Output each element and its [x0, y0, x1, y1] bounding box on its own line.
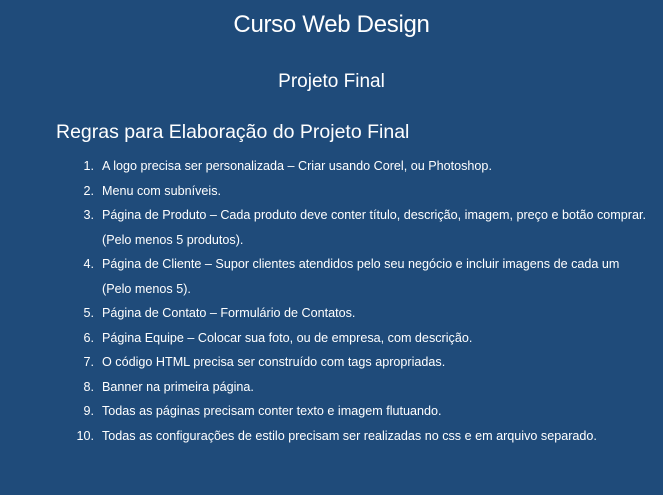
list-item-text: Banner na primeira página. — [102, 379, 254, 394]
list-item — [70, 179, 650, 204]
list-item-text: Página de Produto – Cada produto deve conter título, descrição, imagem, preço e botão comprar. (Pelo menos 5 produtos). — [102, 208, 646, 247]
list-item — [70, 375, 650, 400]
document-title: Curso Web Design — [233, 11, 430, 38]
list-item-number: 5. — [83, 306, 94, 320]
list-item-text: Página de Contato – Formulário de Contatos. — [102, 306, 356, 320]
list-item-text: O código HTML precisa ser construído com tags apropriadas. — [102, 355, 446, 369]
list-item-number: 1. — [83, 159, 94, 173]
list-item-text: A logo precisa ser personalizada – Criar usando Corel, ou Photoshop. — [102, 159, 492, 173]
list-item-text: Página de Cliente – Supor clientes atendidos pelo seu negócio e incluir imagens de cada um (Pelo menos 5). — [102, 257, 620, 296]
list-item-number: 4. — [83, 257, 94, 271]
list-item — [70, 424, 650, 449]
list-item-text: Menu com subníveis. — [102, 183, 221, 198]
list-item-number: 10. — [76, 428, 94, 443]
section-heading: Regras para Elaboração do Projeto Final — [56, 121, 410, 143]
list-item — [70, 301, 650, 326]
list-item-number: 7. — [83, 355, 94, 369]
list-item-text: Todas as configurações de estilo precisam ser realizadas no css e em arquivo separado. — [102, 428, 597, 443]
list-item — [70, 252, 650, 301]
rules-list — [70, 154, 650, 448]
list-item-number: 6. — [83, 330, 94, 345]
list-item-text: Todas as páginas precisam conter texto e imagem flutuando. — [102, 404, 442, 418]
list-item — [70, 326, 650, 351]
list-item-number: 3. — [83, 208, 94, 222]
list-item — [70, 154, 650, 179]
list-item-number: 8. — [83, 379, 94, 394]
list-item — [70, 399, 650, 424]
list-item — [70, 350, 650, 375]
list-item-text: Página Equipe – Colocar sua foto, ou de empresa, com descrição. — [102, 330, 473, 345]
list-item — [70, 203, 650, 252]
list-item-number: 9. — [83, 404, 94, 418]
list-item-number: 2. — [83, 183, 94, 198]
document-subtitle: Projeto Final — [278, 71, 385, 92]
